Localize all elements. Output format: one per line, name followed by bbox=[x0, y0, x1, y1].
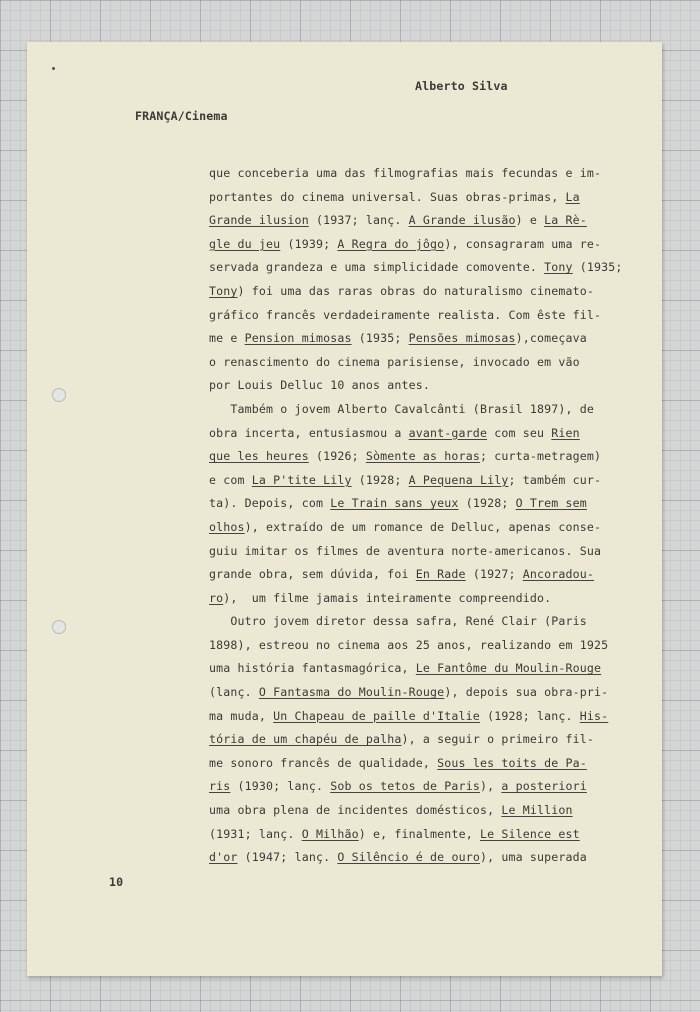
text-segment: ), depois sua obra-pri- bbox=[444, 685, 609, 700]
punch-hole bbox=[52, 620, 66, 634]
text-line bbox=[209, 186, 623, 210]
underlined-title: His- bbox=[579, 708, 609, 723]
text-segment: me sonoro francês de qualidade, bbox=[209, 755, 438, 770]
text-line bbox=[209, 422, 623, 446]
underlined-title: O Milhão bbox=[301, 826, 359, 841]
text-segment: ), bbox=[479, 779, 502, 794]
text-line bbox=[209, 705, 623, 729]
text-line bbox=[209, 681, 623, 705]
text-segment: ; curta-metragem) bbox=[479, 449, 602, 464]
text-segment: (1937; lanç. bbox=[308, 213, 409, 228]
text-line bbox=[209, 162, 623, 186]
underlined-title: olhos bbox=[209, 519, 245, 534]
text-segment: (1939; bbox=[280, 236, 338, 251]
underlined-title: Sòmente as horas bbox=[365, 449, 480, 464]
text-segment: ), um filme jamais inteiramente compreendido. bbox=[223, 590, 552, 605]
text-line bbox=[209, 752, 623, 776]
section-heading: FRANÇA/Cinema bbox=[135, 109, 228, 123]
underlined-title: Le Train sans yeux bbox=[330, 496, 459, 511]
text-line bbox=[209, 563, 623, 587]
text-line bbox=[209, 233, 623, 257]
text-segment: o renascimento do cinema parisiense, invocado em vão bbox=[209, 354, 580, 369]
text-line bbox=[209, 540, 623, 564]
text-segment: (1928; bbox=[351, 472, 409, 487]
underlined-title: ro bbox=[209, 590, 224, 605]
text-segment: Outro jovem diretor dessa safra, René Clair (Paris bbox=[209, 614, 587, 629]
text-segment: uma história fantasmagórica, bbox=[209, 661, 416, 676]
text-line bbox=[209, 256, 623, 280]
underlined-title: La P'tite Lily bbox=[251, 472, 352, 487]
text-line bbox=[209, 398, 623, 422]
underlined-title: A Regra do jôgo bbox=[337, 236, 445, 251]
text-segment: (lanç. bbox=[209, 685, 259, 700]
text-segment: ), consagraram uma re- bbox=[444, 236, 602, 251]
text-segment: (1935; bbox=[351, 331, 409, 346]
text-segment: Também o jovem Alberto Cavalcânti (Brasil 1897), de bbox=[209, 401, 595, 416]
text-segment: ), a seguir o primeiro fil- bbox=[401, 732, 595, 747]
underlined-title: La Rè- bbox=[544, 213, 587, 228]
text-segment: guiu imitar os filmes de aventura norte-americanos. Sua bbox=[209, 543, 602, 558]
text-line bbox=[209, 610, 623, 634]
underlined-title: ris bbox=[209, 779, 231, 794]
text-line bbox=[209, 469, 623, 493]
underlined-title: Sob os tetos de Paris bbox=[330, 779, 480, 794]
text-line bbox=[209, 634, 623, 658]
underlined-title: Tony bbox=[209, 283, 238, 298]
text-line bbox=[209, 799, 623, 823]
underlined-title: tória de um chapéu de palha bbox=[209, 732, 402, 747]
text-segment: ) e bbox=[515, 213, 545, 228]
underlined-title: Pension mimosas bbox=[244, 331, 352, 346]
text-line bbox=[209, 587, 623, 611]
underlined-title: Tony bbox=[544, 260, 573, 275]
text-segment: ), uma superada bbox=[479, 850, 587, 865]
text-segment: ; também cur- bbox=[508, 472, 602, 487]
underlined-title: Le Million bbox=[501, 803, 573, 818]
text-line bbox=[209, 823, 623, 847]
text-line bbox=[209, 351, 623, 375]
underlined-title: Un Chapeau de paille d'Italie bbox=[273, 708, 480, 723]
text-line bbox=[209, 728, 623, 752]
text-segment: ), extraído de um romance de Delluc, apenas conse- bbox=[244, 519, 602, 534]
page-number: 10 bbox=[109, 875, 124, 889]
text-line bbox=[209, 304, 623, 328]
text-line bbox=[209, 492, 623, 516]
text-segment: e com bbox=[209, 472, 252, 487]
text-line bbox=[209, 846, 623, 870]
underlined-title: que les heures bbox=[209, 449, 309, 464]
text-line bbox=[209, 280, 623, 304]
text-segment: que conceberia uma das filmografias mais fecundas e im- bbox=[209, 166, 602, 180]
underlined-title: d'or bbox=[209, 850, 238, 865]
underlined-title: a posteriori bbox=[501, 779, 587, 794]
underlined-title: Ancoradou- bbox=[522, 567, 595, 582]
text-segment: (1947; lanç. bbox=[237, 850, 338, 865]
text-segment: (1927; bbox=[465, 567, 523, 582]
text-segment: grande obra, sem dúvida, foi bbox=[209, 567, 416, 582]
text-segment: (1928; bbox=[458, 496, 516, 511]
underlined-title: Rien bbox=[551, 425, 580, 440]
ink-dot bbox=[52, 67, 55, 70]
text-segment: portantes do cinema universal. Suas obras-primas, bbox=[209, 189, 566, 204]
underlined-title: O Fantasma do Moulin-Rouge bbox=[258, 685, 445, 700]
text-segment: obra incerta, entusiasmou a bbox=[209, 425, 409, 440]
text-segment: gráfico francês verdadeiramente realista. Com êste fil- bbox=[209, 307, 602, 322]
underlined-title: O Trem sem bbox=[515, 496, 587, 511]
underlined-title: Sous les toits de Pa- bbox=[437, 755, 587, 770]
text-segment: 1898), estreou no cinema aos 25 anos, realizando em 1925 bbox=[209, 637, 609, 652]
text-segment: (1935; bbox=[572, 260, 623, 275]
text-segment: ) foi uma das raras obras do naturalismo cinemato- bbox=[237, 283, 595, 298]
punch-hole bbox=[52, 388, 66, 402]
text-line bbox=[209, 374, 623, 398]
underlined-title: A Grande ilusão bbox=[408, 213, 516, 228]
underlined-title: avant-garde bbox=[408, 425, 488, 440]
text-segment: (1928; lanç. bbox=[479, 708, 580, 723]
text-line bbox=[209, 657, 623, 681]
text-segment: (1930; lanç. bbox=[230, 779, 331, 794]
author-name: Alberto Silva bbox=[415, 79, 508, 93]
text-segment: servada grandeza e uma simplicidade comovente. bbox=[209, 260, 545, 275]
underlined-title: En Rade bbox=[415, 567, 466, 582]
text-line bbox=[209, 516, 623, 540]
text-segment: ) e, finalmente, bbox=[358, 826, 480, 841]
text-line bbox=[209, 445, 623, 469]
text-segment: ma muda, bbox=[209, 708, 274, 723]
text-segment: por Louis Delluc 10 anos antes. bbox=[209, 378, 431, 393]
text-segment: (1926; bbox=[308, 449, 366, 464]
underlined-title: Le Fantôme du Moulin-Rouge bbox=[415, 661, 602, 676]
underlined-title: A Pequena Lily bbox=[408, 472, 509, 487]
underlined-title: gle du jeu bbox=[209, 236, 281, 251]
underlined-title: O Silêncio é de ouro bbox=[337, 850, 480, 865]
text-segment: com seu bbox=[487, 425, 552, 440]
typewritten-page bbox=[27, 42, 662, 976]
underlined-title: Grande ilusion bbox=[209, 213, 309, 228]
underlined-title: Pensões mimosas bbox=[408, 331, 516, 346]
text-line bbox=[209, 775, 623, 799]
text-line bbox=[209, 209, 623, 233]
text-segment: me e bbox=[209, 331, 245, 346]
underlined-title: Le Silence est bbox=[479, 826, 580, 841]
text-line bbox=[209, 327, 623, 351]
text-segment: ),começava bbox=[515, 331, 587, 346]
text-segment: ta). Depois, com bbox=[209, 496, 331, 511]
text-segment: (1931; lanç. bbox=[209, 826, 302, 841]
body-text bbox=[209, 162, 623, 870]
underlined-title: La bbox=[565, 189, 580, 204]
text-segment: uma obra plena de incidentes domésticos, bbox=[209, 803, 502, 818]
